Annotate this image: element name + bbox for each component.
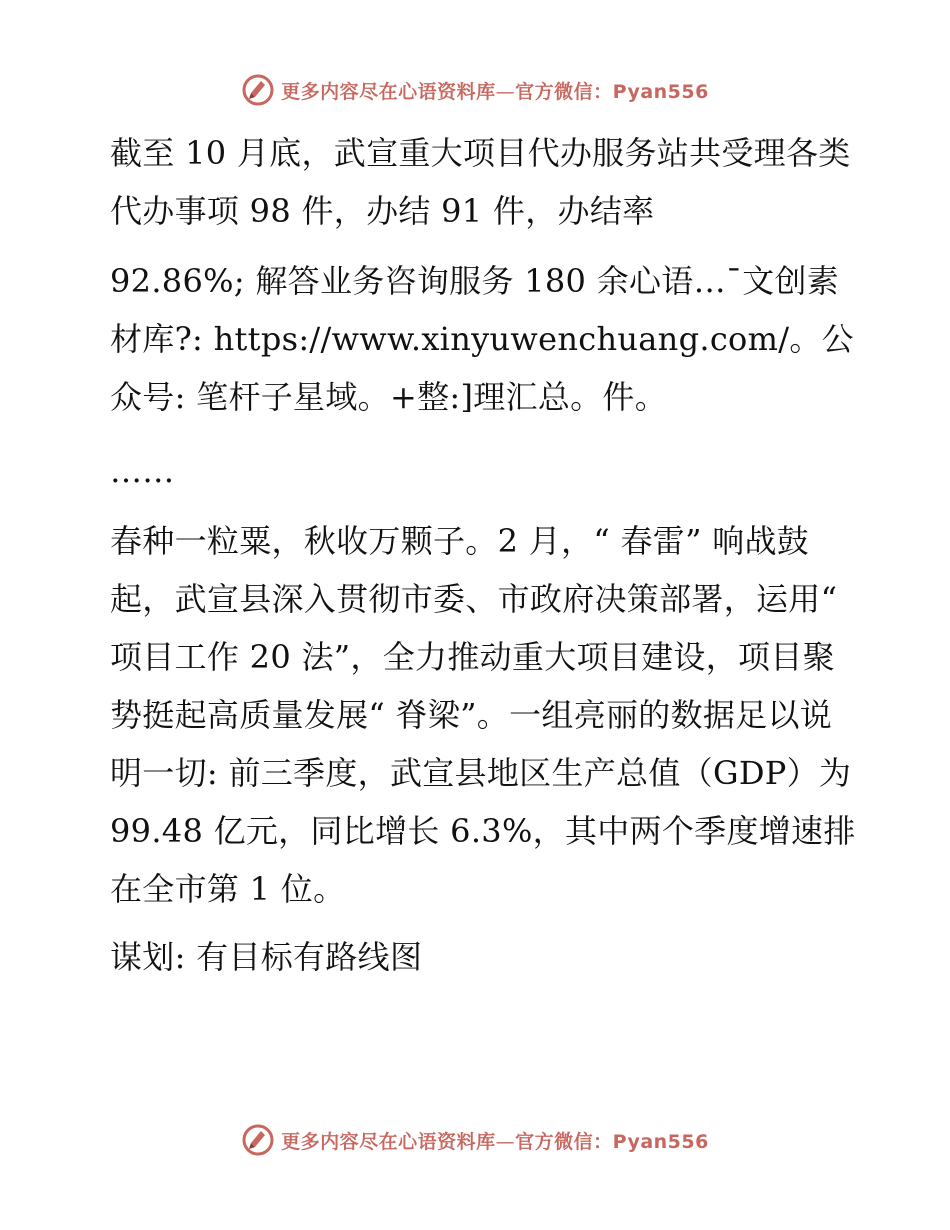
banner-text <box>281 1127 709 1154</box>
paragraph-2: 92.86%; 解答业务咨询服务 180 余心语…¯文创素材库?: https://www.xinyuwenchuang.com/。公众号: 笔杆子星域。+整:]理汇总。件。 <box>110 262 854 416</box>
banner-separator: — <box>495 80 516 103</box>
banner-official-account: 官方微信：Pyan556 <box>515 1130 709 1153</box>
banner-main-text: 更多内容尽在心语资料库 <box>281 1130 496 1153</box>
paragraph-ellipsis: …… <box>110 452 175 490</box>
banner-separator: — <box>495 1130 516 1153</box>
paragraph-3: 春种一粒粟，秋收万颗子。2 月，“ 春雷” 响战鼓起，武宣县深入贯彻市委、市政府决策部署，运用“ 项目工作 20 法”，全力推动重大项目建设，项目聚势挺起高质量发展“ 脊梁”。一组亮丽的数据足以说明一切: 前三季度，武宣县地区生产总值（GDP）为 99.48 亿元，同比增长 6.3%，其中两个季度增速排在全市第 1 位。 <box>110 522 862 908</box>
banner-text <box>281 77 709 104</box>
header-watermark-banner <box>0 70 950 110</box>
footer-watermark-banner <box>0 1120 950 1160</box>
paragraph-1: 截至 10 月底，武宣重大项目代办服务站共受理各类代办事项 98 件，办结 91 件，办结率 <box>110 134 851 230</box>
section-heading: 谋划: 有目标有路线图 <box>110 938 423 976</box>
xinyu-logo-icon <box>241 1123 275 1157</box>
xinyu-logo-icon <box>241 73 275 107</box>
document-body <box>98 124 862 986</box>
banner-official-account: 官方微信：Pyan556 <box>515 80 709 103</box>
banner-main-text: 更多内容尽在心语资料库 <box>281 80 496 103</box>
